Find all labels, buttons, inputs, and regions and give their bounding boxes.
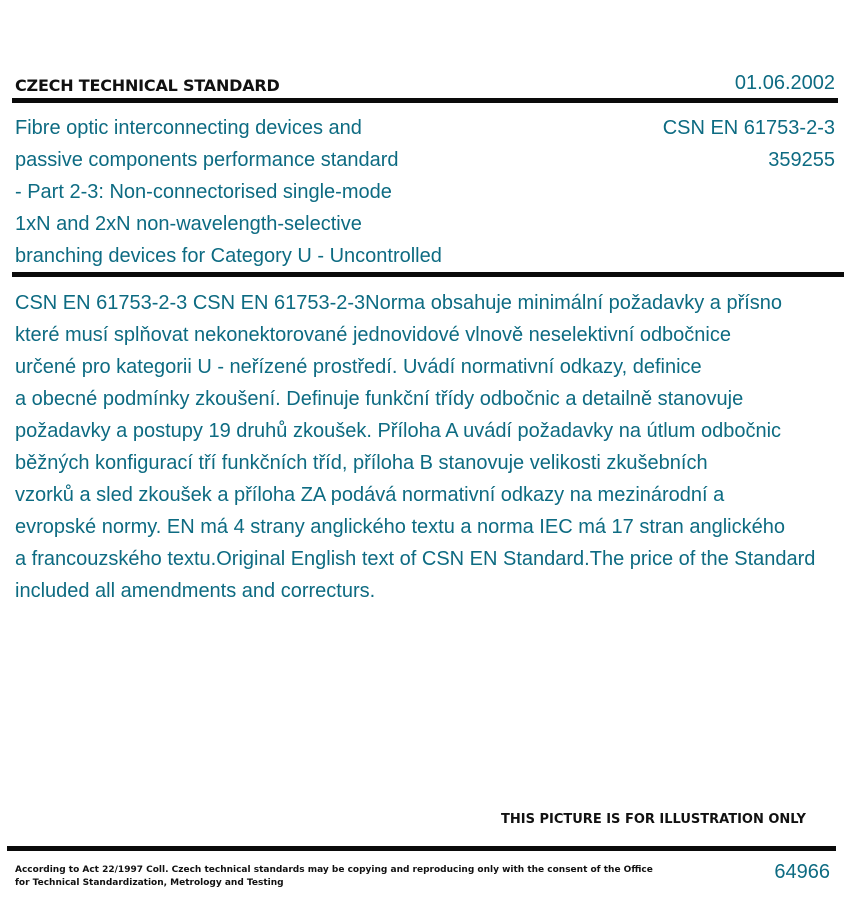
catalog-number: 359255	[768, 149, 835, 171]
publication-date: 01.06.2002	[734, 72, 835, 94]
header-divider	[12, 98, 838, 103]
description-line: a obecné podmínky zkoušení. Definuje funkční třídy odbočnic a detailně stanovuje	[15, 388, 744, 410]
standard-title-line: - Part 2-3: Non-connectorised single-mode	[15, 181, 392, 203]
description-line: a francouzského textu.Original English text of CSN EN Standard.The price of the Standard	[15, 548, 816, 570]
description-line: evropské normy. EN má 4 strany anglického textu a norma IEC má 17 stran anglického	[15, 516, 785, 538]
standard-title-line: passive components performance standard	[15, 149, 399, 171]
description-line: určené pro kategorii U - neřízené prostředí. Uvádí normativní odkazy, definice	[15, 356, 702, 378]
legal-notice	[15, 864, 653, 890]
description-codes: CSN EN 61753-2-3 CSN EN 61753-2-3	[15, 292, 366, 314]
description-first-line	[15, 287, 865, 319]
document-type-heading: CZECH TECHNICAL STANDARD	[15, 76, 280, 95]
legal-notice-line: According to Act 22/1997 Coll. Czech technical standards may be copying and reproducing only with the consent of the Office	[15, 865, 653, 875]
standard-code: CSN EN 61753-2-3	[662, 117, 835, 139]
legal-notice-line: for Technical Standardization, Metrology and Testing	[15, 878, 284, 888]
standard-identifiers	[663, 112, 835, 176]
description-line: vzorků a sled zkoušek a příloha ZA podává normativní odkazy na mezinárodní a	[15, 484, 725, 506]
description-line: Norma obsahuje minimální požadavky a přísno	[365, 292, 783, 314]
standard-title-line: 1xN and 2xN non-wavelength-selective	[15, 213, 362, 235]
description-line: které musí splňovat nekonektorované jednovidové vlnově neselektivní odbočnice	[15, 324, 731, 346]
description-line: požadavky a postupy 19 druhů zkoušek. Příloha A uvádí požadavky na útlum odbočnic	[15, 420, 782, 442]
illustration-disclaimer: THIS PICTURE IS FOR ILLUSTRATION ONLY	[501, 812, 806, 827]
footer-divider	[7, 846, 836, 851]
standard-title	[15, 112, 485, 272]
title-divider	[12, 272, 844, 277]
description-line: included all amendments and correcturs.	[15, 580, 376, 602]
description	[15, 287, 865, 607]
description-line: běžných konfigurací tří funkčních tříd, příloha B stanovuje velikosti zkušebních	[15, 452, 708, 474]
standard-title-line: branching devices for Category U - Uncontrolled	[15, 245, 442, 267]
standard-title-line: Fibre optic interconnecting devices and	[15, 117, 362, 139]
document-number: 64966	[774, 861, 830, 883]
